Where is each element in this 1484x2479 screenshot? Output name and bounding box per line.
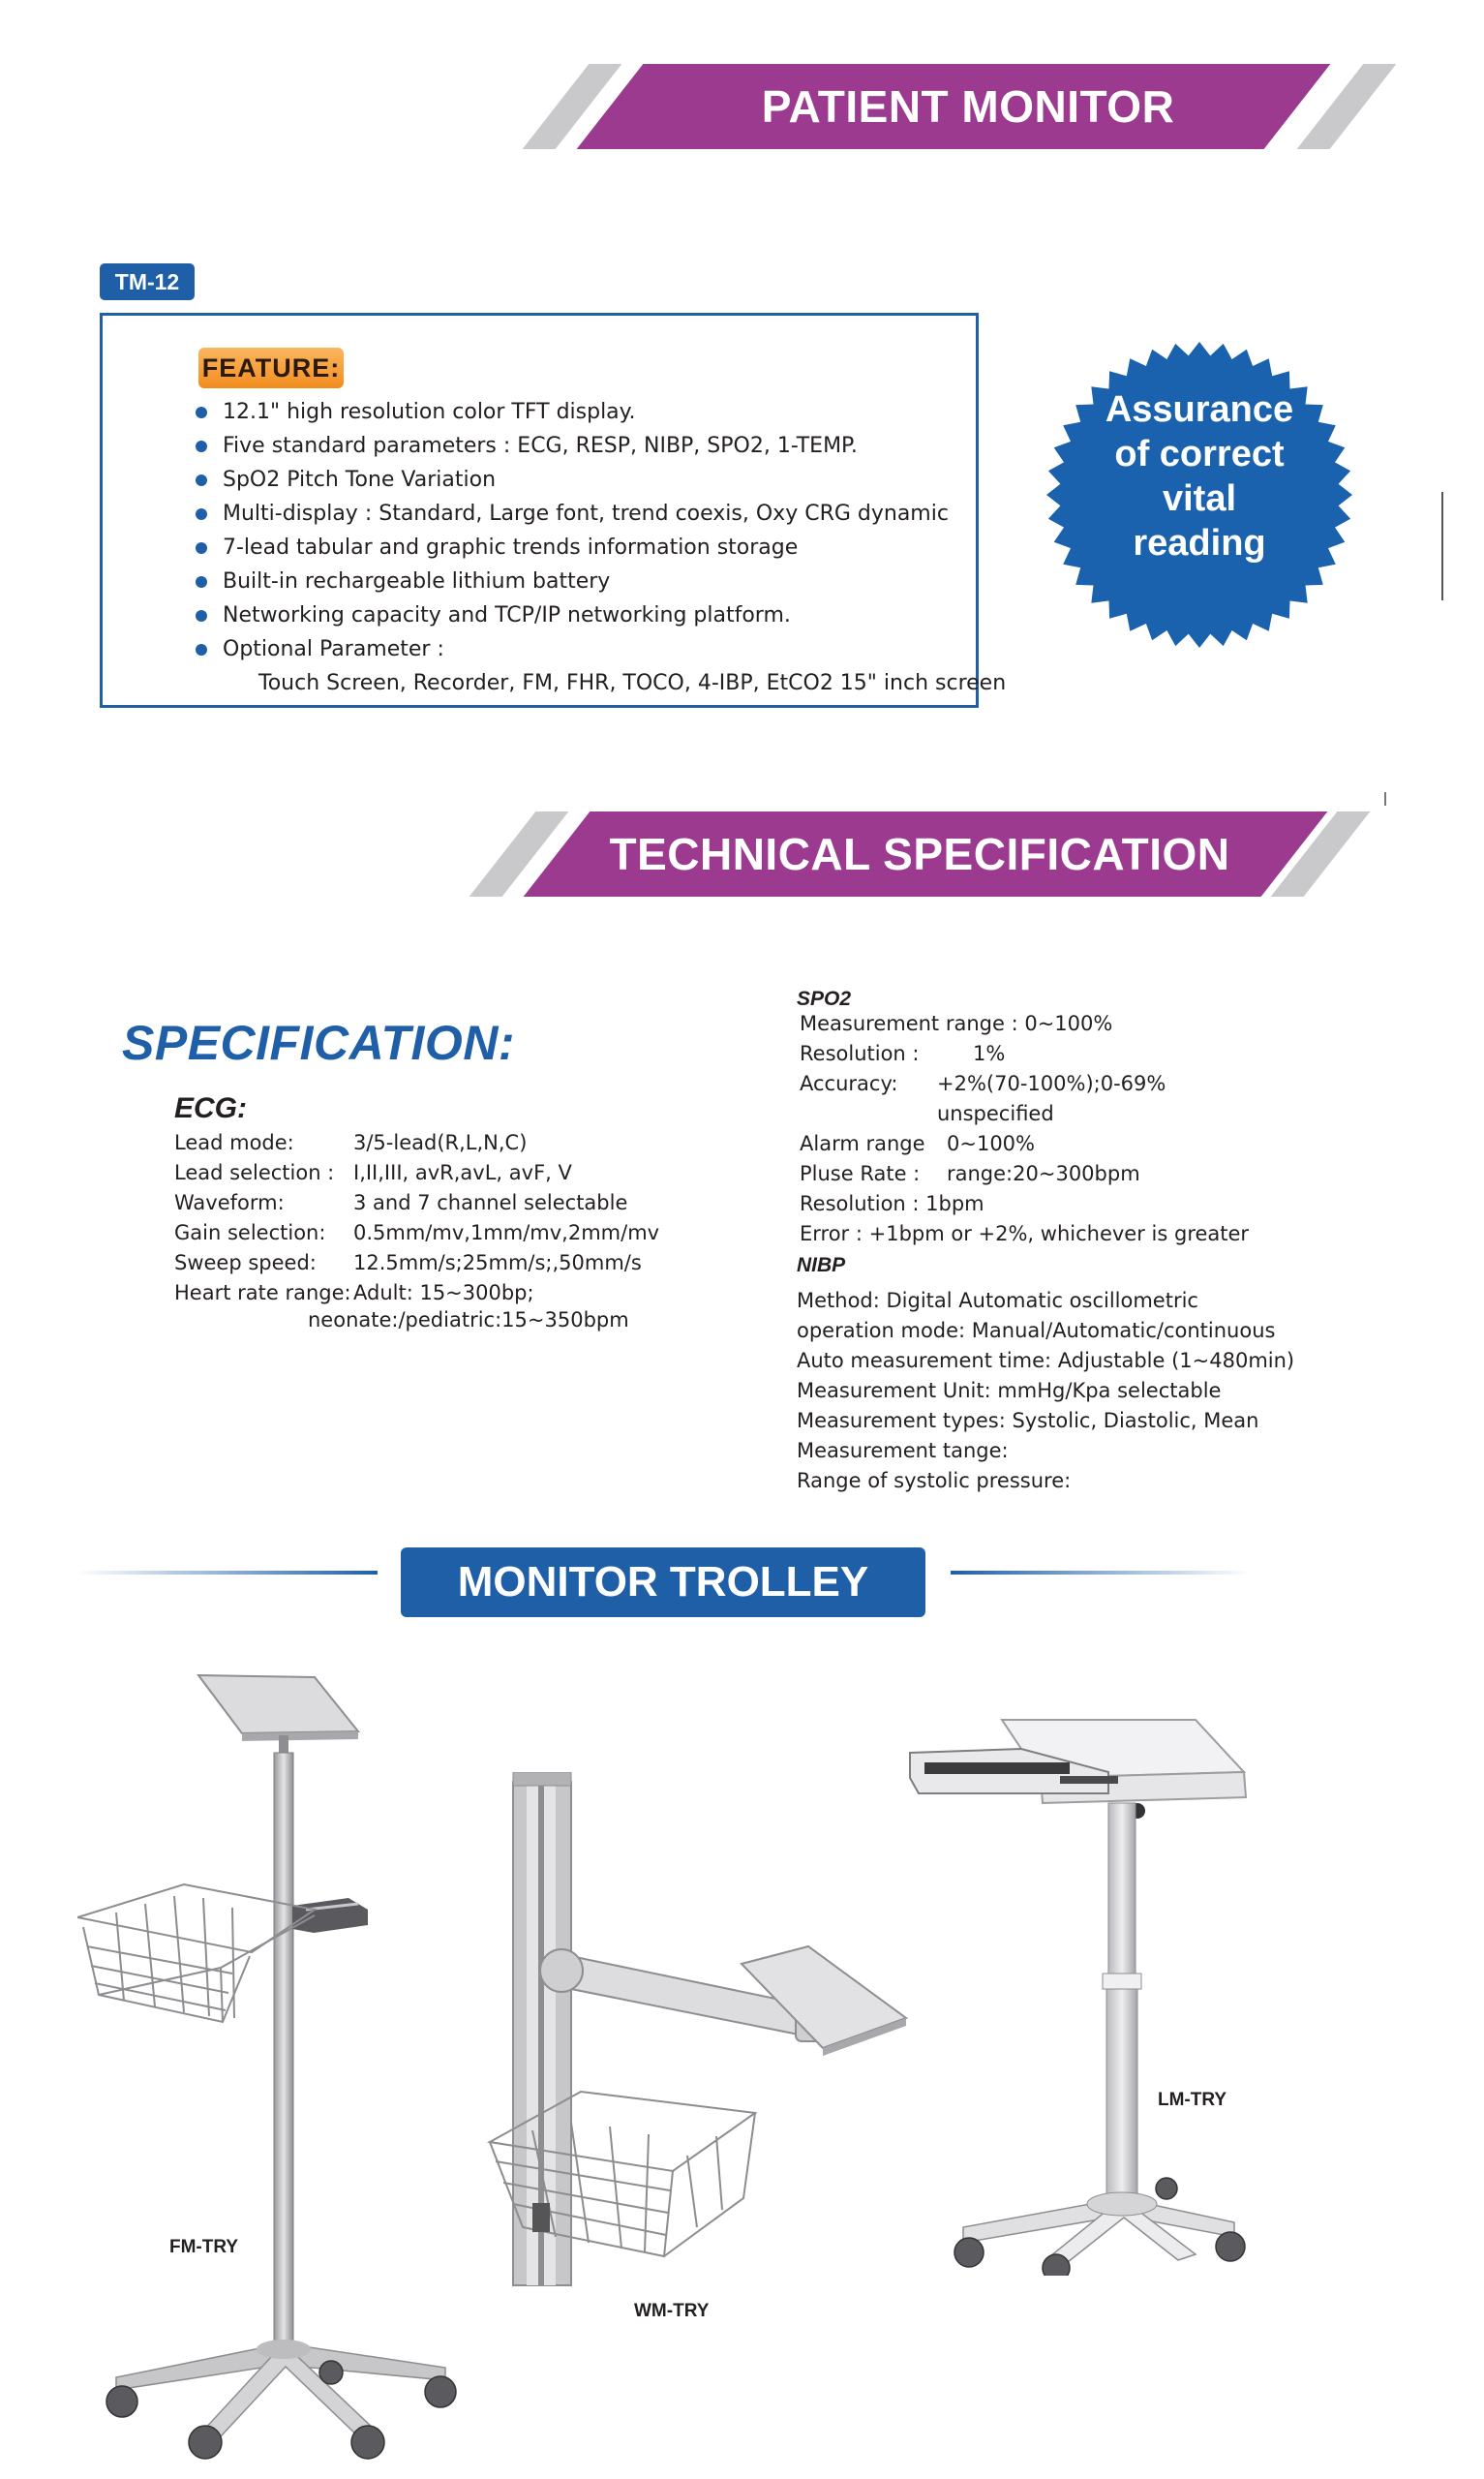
banner-technical-specification <box>489 811 1341 897</box>
spo2-accuracy-value: +2%(70-100%);0-69% <box>937 1072 1166 1095</box>
banner-title: TECHNICAL SPECIFICATION <box>609 829 1230 879</box>
spo2-resolution-value: 1% <box>973 1042 1006 1065</box>
seal-line: vital <box>1162 478 1237 519</box>
nibp-line: Auto measurement time: Adjustable (1~480min) <box>797 1349 1295 1372</box>
bullet-icon <box>196 441 207 452</box>
list-item: Five standard parameters : ECG, RESP, NIBP, SPO2, 1-TEMP. <box>194 429 949 463</box>
fm-trolley-illustration <box>77 1666 465 2460</box>
feature-list <box>194 395 949 666</box>
spo2-resolution-key: Resolution : <box>800 1042 920 1065</box>
list-item: SpO2 Pitch Tone Variation <box>194 463 949 497</box>
model-tag: TM-12 <box>100 263 195 300</box>
nibp-line: Measurement Unit: mmHg/Kpa selectable <box>797 1379 1222 1402</box>
spo2-heading: SPO2 <box>797 988 852 1010</box>
nibp-line: Method: Digital Automatic oscillometric <box>797 1289 1198 1312</box>
spo2-pulse-value: range:20~300bpm <box>947 1162 1140 1185</box>
nibp-line: Range of systolic pressure: <box>797 1469 1072 1492</box>
wm-trolley-illustration <box>484 1772 920 2295</box>
bullet-icon <box>196 474 207 486</box>
optional-parameter-detail: Touch Screen, Recorder, FM, FHR, TOCO, 4-IBP, EtCO2 15" inch screen <box>258 671 1007 695</box>
feature-title: FEATURE: <box>198 348 344 388</box>
banner-title: PATIENT MONITOR <box>761 81 1175 132</box>
spo2-pulse-key: Pluse Rate : <box>800 1162 921 1185</box>
list-item: 7-lead tabular and graphic trends information storage <box>194 531 949 565</box>
ecg-heart-rate-continued: neonate:/pediatric:15~350bpm <box>308 1308 629 1331</box>
spo2-alarm-value: 0~100% <box>947 1132 1035 1155</box>
nibp-line: Measurement tange: <box>797 1439 1009 1462</box>
ecg-heading: ECG: <box>174 1092 247 1124</box>
seal-text <box>1044 387 1355 566</box>
trolley-rule-left <box>77 1571 378 1575</box>
bullet-icon <box>196 644 207 656</box>
edge-mark <box>1441 492 1443 600</box>
nibp-line: operation mode: Manual/Automatic/continuous <box>797 1319 1276 1342</box>
nibp-line: Measurement types: Systolic, Diastolic, Mean <box>797 1409 1259 1432</box>
monitor-trolley-heading: MONITOR TROLLEY <box>401 1547 925 1617</box>
list-item: Networking capacity and TCP/IP networking platform. <box>194 598 949 632</box>
bullet-icon <box>196 576 207 588</box>
list-item: Multi-display : Standard, Large font, trend coexis, Oxy CRG dynamic <box>194 497 949 531</box>
seal-line: Assurance <box>1105 389 1294 430</box>
specification-heading: SPECIFICATION: <box>122 1016 516 1070</box>
spo2-error: Error : +1bpm or +2%, whichever is greater <box>800 1222 1250 1245</box>
spo2-measurement-range: Measurement range : 0~100% <box>800 1012 1113 1035</box>
bullet-icon <box>196 508 207 520</box>
nibp-heading: NIBP <box>797 1254 846 1276</box>
edge-mark <box>1384 792 1386 806</box>
lm-trolley-label: LM-TRY <box>1158 2090 1227 2110</box>
spo2-alarm-key: Alarm range <box>800 1132 925 1155</box>
spo2-accuracy-key: Accuracy: <box>800 1072 898 1095</box>
spo2-pulse-resolution: Resolution : 1bpm <box>800 1192 984 1215</box>
bullet-icon <box>196 407 207 418</box>
seal-line: of correct <box>1114 434 1285 474</box>
seal-line: reading <box>1133 523 1266 564</box>
bullet-icon <box>196 542 207 554</box>
list-item: Optional Parameter : <box>194 632 949 666</box>
wm-trolley-label: WM-TRY <box>634 2301 710 2321</box>
bullet-icon <box>196 610 207 622</box>
fm-trolley-label: FM-TRY <box>169 2237 239 2257</box>
lm-trolley-illustration <box>905 1714 1331 2276</box>
banner-patient-monitor <box>542 64 1394 149</box>
trolley-rule-right <box>951 1571 1251 1575</box>
spo2-accuracy-continued: unspecified <box>937 1102 1054 1125</box>
list-item: Built-in rechargeable lithium battery <box>194 565 949 598</box>
list-item: 12.1" high resolution color TFT display. <box>194 395 949 429</box>
